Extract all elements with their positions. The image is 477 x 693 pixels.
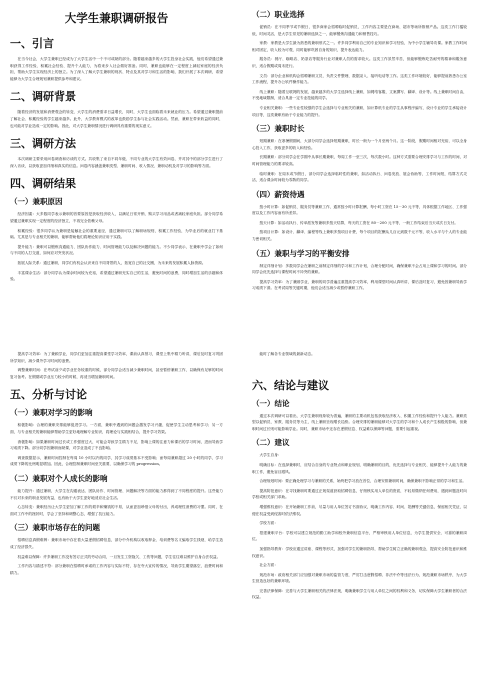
- subsection-heading-study: （一）兼职对学习的影响: [10, 408, 93, 418]
- paragraph: 增强维权意识：在开始兼职工作前，尽量与用人单位签订书面协议，明确工作内容、时间、报酬等关键信息，保留相关凭证，以便在权益受到侵害时依法维权。: [252, 504, 467, 516]
- paragraph: 拓展人际关系：通过兼职，同学们有机会认识来自不同背景的人，拓宽自己的社交圈，为未来的发展积累人脉资源。: [17, 260, 206, 265]
- paragraph: 按小时计算：如促销员、服务员等兼职工作，通常按小时计算报酬，每小时工资在 15－30 元不等，具体根据工作地区、工作强度以及工作内容而有所差异。: [252, 204, 467, 216]
- paragraph: 积极影响：合理的兼职安排能够促进学习。一方面，兼职中遇到的问题会激发学习兴趣，促使学生主动思考和学习；另一方面，与专业相关的兼职能够帮助学生更好地理解专业知识，将理论与实践相结合，提升学习效果。: [10, 423, 223, 434]
- document-page-1: [0, 0, 233, 346]
- paragraph: 能力提升：通过兼职，大学生在沟通表达、团队协作、时间管理、问题解决等方面的能力都得到了不同程度的提升。这些能力不仅对未来的职业发展有益，也有助于大学生更好地适应社会生活。: [10, 488, 223, 500]
- paragraph: 服务员：餐厅、咖啡店、奶茶店等服务行业对兼职人员的需求较大。这类工作虽然辛苦，但能够锻炼吃苦耐劳的精神和服务意识，适合假期或周末进行。: [252, 57, 467, 68]
- paragraph: 家教：家教是大学生最为熟悉的兼职形式之一。许多同学利用自己的专业知识和学习经验，为中小学生辅导功课。家教工作时间相对固定，收入较为可观，同时能够巩固自身的知识，提升表达能力。: [252, 41, 467, 52]
- section-heading-conclusion: 六、结论与建议: [252, 378, 329, 392]
- subsection-heading-time: （三）兼职时长: [252, 124, 305, 134]
- section-heading-analysis: 五、分析与讨论: [10, 388, 87, 402]
- paragraph: 线上兼职：随着互联网的发展，越来越多的大学生选择线上兼职，如网络客服、文案撰写、翻译、设计等。线上兼职时间自由，不受地域限制，适合具备一定专业技能的同学。: [252, 89, 467, 101]
- paragraph: 短期兼职：在寒暑假期间，大部分同学会选择短期兼职，时长一般为一个月至两个月。这一阶段，假期时间相对充裕，可以全身心投入工作，获取更多的收入和经验。: [252, 139, 467, 150]
- paragraph: 调查数据显示，兼职时间控制在每周 10 小时以内的同学，其学习成绩基本不受影响；而每周兼职超过 20 小时的同学，学习成绩下降的比例明显增加。因此，合理控制兼职时间至关重要，以确保学习的 progression。: [10, 455, 223, 467]
- subsection-heading-reasons: （一）兼职原因: [10, 197, 63, 207]
- paragraph: 加强指导教育：学校应通过讲座、课程等形式，加强对学生的兼职指导，帮助学生树立正确的兼职观念，提高安全防范意识和维权意识。: [252, 546, 467, 558]
- paragraph: 学校方面：: [259, 521, 278, 526]
- paragraph: 经济因素：大多数同学表示兼职的首要原因是获取经济收入，以满足日常开销、购买学习用品或者减轻家庭负担。部分同学希望通过兼职实现一定程度的经济独立，不再完全依赖父母。: [10, 212, 223, 223]
- paragraph: 文员：部分企业和机构会招聘兼职文员，负责文件整理、数据录入、接听电话等工作。这类工作环境较好，能够提前熟悉办公室工作流程，提升办公软件操作能力。: [252, 73, 467, 85]
- paragraph: 提升能力：兼职可以锻炼沟通能力、团队协作能力、时间管理能力以及解决问题的能力。不少同学表示，在兼职中学会了如何与不同的人打交道，如何应对突发状况。: [10, 244, 223, 256]
- page-gap: [236, 0, 242, 693]
- paragraph: 消极影响：如果兼职时间过长或工作强度过大，可能会导致学生精力不足，影响上课的注意力和课后的学习时间，进而导致学习成绩下降。部分同学因兼职而缺课，对学业造成了不良影响。: [10, 439, 223, 451]
- paragraph: 心态转变：兼职经历让大学生更加了解工作的艰辛和赚钱的不易，从而更加珍惜父母的付出，养成理性消费的习惯。同时，在面对工作中的挫折时，学会了坚持和调整心态，增强了抗压能力。: [10, 505, 223, 516]
- section-heading-background: 二、调研背景: [10, 90, 76, 104]
- paragraph: 按天计算：如活动执行、传单派发等兼职多按天结算，每天的工资在 80－200 元不等，一般工作结束后当天或次日支付。: [259, 220, 458, 225]
- paragraph: 完善法律保障：完善与大学生兼职相关的法律法规，明确兼职学生与用人单位之间的权利和义务，切实保障大学生兼职者的合法权益。: [252, 588, 467, 600]
- paragraph: 临时兼职：在周末或节假日，部分同学会选择临时性的兼职，如活动执行、问卷发放、展会协助等，工作时间短，结算方式灵活，适合课余时间较为零散的同学。: [252, 171, 467, 183]
- subsection-heading-conclusion: （一）结论: [252, 398, 290, 408]
- document-page-4: [244, 349, 477, 693]
- paragraph: 提高防范意识：在寻找兼职时要通过正规渠道获取招聘信息，仔细核实用人单位的资质，不轻易缴纳任何费用，遇到问题及时向学校或相关部门求助。: [252, 488, 467, 500]
- paragraph: 明确目标：在选择兼职时，应结合自身的专业特点和职业规划，明确兼职的目的，优先选择与专业相关、能够提升个人能力的兼职工作，避免盲目跟风。: [252, 462, 467, 474]
- document-page-2: [244, 0, 477, 346]
- paragraph: 能时了解各专业领域的最新动态。: [259, 352, 315, 356]
- subsection-heading-salary: （四）薪资待遇: [252, 189, 305, 199]
- subsection-heading-job: （二）职业选择: [252, 10, 305, 19]
- paragraph: 大学生自身：: [259, 453, 282, 458]
- paragraph: 长期兼职：部分同学会在学期中从事长期兼职，每周工作一至三次，每次数小时。这种方式需要合理安排学习与工作的时间，对时间管理能力的要求较高。: [252, 155, 467, 166]
- paragraph: 调整兼职时间：在考试前夕或学业任务较重的时候，部分同学会适当减少兼职时间，甚至暂停兼职工作，以确保有足够的时间复习备考。在假期或学业压力较小的时候，再适当增加兼职时间。: [10, 368, 223, 379]
- section-heading-intro: 一、引言: [10, 37, 54, 50]
- paragraph: 提高学习效率：为了兼顾学业，同学们更加注重提高课堂学习效率，课前认真预习，课堂上集中精力听讲，课后及时复习巩固所学知识，减少课外学习时间的浪费。: [10, 352, 223, 363]
- paragraph: 工作内容与描述不符：部分兼职在招聘时承诺的工作内容与实际不符，存在夸大宣传的情况，导致学生期望落空，浪费时间和精力。: [10, 564, 223, 575]
- paragraph: 在当今社会，大学生兼职已经成为了大学生活中一个不可或缺的部分。随着越来越多的大学生投身社会实践，他们希望通过兼职获得工作经验、积累社会经验、提升个人能力，为将来步入社会做好准备。同时，兼职也能够在一定程度上减轻家庭的经济负担，帮助大学生实现经济上的独立。为了深入了解大学生兼职的现状、特点及其对学习和生活的影响，我们开展了本次调研，希望能够为大学生合理规划兼职提供参考和建议。: [10, 57, 223, 81]
- paragraph: 规范市场：政府相关部门应加强对兼职市场的监管力度，严厉打击虚假招聘、非法中介等违法行为，规范兼职市场秩序，为大学生营造良好的兼职环境。: [252, 572, 467, 584]
- paragraph: 搭建兼职平台：学校可以建立规范的勤工助学和校外兼职信息平台，严格审核用人单位信息，为学生提供安全、可靠的兼职岗位。: [252, 530, 467, 542]
- document-page-3: [0, 349, 233, 693]
- paragraph: 专业相关兼职：一些专业性较强的学生会选择与专业相关的兼职，如计算机专业的学生从事程序编写，设计专业的学生承接设计项目等，这类兼职有助于专业能力的提升。: [252, 105, 467, 117]
- paragraph: 本次调研主要采用问卷调查和访谈的方式。共收集了来自不同年级、不同专业的大学生有效问卷，并对其中的部分学生进行了深入访谈，以获取更加详细和真实的信息。问卷内容涵盖兼职类型、兼职时间、收入情况、兼职动机及对学习的影响等方面。: [10, 157, 223, 168]
- subsection-heading-suggestions: （二）建议: [252, 438, 290, 448]
- section-heading-results: 四、调研结果: [10, 177, 76, 191]
- paragraph: 积累经验：很多同学认为兼职是接触社会的重要途径，通过兼职可以了解职场规则，积累工作经验，为毕业后的就业打下基础。尤其是与专业相关的兼职，能够帮助他们将理论知识应用于实践。: [10, 228, 223, 240]
- paragraph: 权益难以保障：许多兼职工作没有签订正式的劳动合同，一旦发生工资拖欠、工伤等问题，学生往往难以维护自身合法权益。: [17, 554, 221, 559]
- section-heading-method: 三、调研方法: [10, 137, 76, 151]
- spacer: [252, 361, 467, 371]
- paragraph: 按项目计算：如设计、翻译、编程等线上兼职多按项目计费，每个项目的报酬从几百元到数千元不等，收入水平与个人的专业能力密切相关。: [252, 230, 467, 242]
- paragraph: 社会方面：: [259, 563, 278, 568]
- paragraph: 随着经济的发展和消费观念的转变，大学生的消费需求日益增长，同时，大学生也面临着未来就业的压力。希望通过兼职提前了解社会、积累经验的学生越来越多。此外，大学教育模式的改革也鼓励学生参与社会实践活动。然而，兼职在带来收益的同时，也可能对学业造成一定的影响。因此，对大学生兼职情况进行调研具有重要的现实意义。: [10, 110, 223, 128]
- subsection-heading-balance: （五）兼职与学习的平衡安排: [252, 248, 350, 258]
- paragraph: 促销员：在不同季节或节假日，很多商家会招聘临时促销员，工作内容主要是在商场、超市等场所推销产品。这类工作门槛较低，时间灵活，是大学生常见的兼职选择之一，能够锻炼沟通能力和销售技巧。: [252, 25, 467, 36]
- paragraph: 招聘信息真假难辨：兼职市场中存在着大量虚假招聘信息，部分中介机构以收取押金、培训费等名义骗取学生钱财，给学生造成了经济损失。: [10, 538, 223, 549]
- paragraph: 提高学习效率：为了兼顾学业，兼职的同学普遍注重提高学习效率，利用课堂时间认真听讲，课后及时复习，避免因兼职导致学习成绩下滑。在考试周等关键时期，他们会适当减少或暂停兼职工作。: [252, 279, 467, 291]
- subsection-heading-risk: （三）兼职市场存在的问题: [10, 523, 100, 533]
- subsection-heading-ability: （二）兼职对个人成长的影响: [10, 473, 108, 483]
- paragraph: 通过本次调研可以看出，大学生兼职现象较为普遍，兼职的主要动机包括获取经济收入、积累工作经验和提升个人能力。兼职类型以促销员、家教、服务员等为主，线上兼职呈现增长趋势。合理安排的兼职能够对大学生的学习和个人成长产生积极的影响，但兼职时间过长则可能影响学业。同时，兼职市场中还存在虚假信息、权益难以保障等问题，需要引起重视。: [252, 413, 467, 431]
- document-title: 大学生兼职调研报告: [64, 11, 169, 25]
- paragraph: 制定详细计划：多数同学会在兼职之前制定详细的学习和工作计划，合理分配时间，确保兼职不会占用上课和学习的时间。部分同学会优先选择与课程时间不冲突的兼职。: [252, 263, 467, 275]
- paragraph: 合理规划时间：要正确处理学习与兼职的关系，始终把学习放在首位，合理安排兼职时间，确保兼职不影响正常的学习和生活。: [259, 479, 466, 484]
- paragraph: 丰富课余生活：部分同学认为课余时间较为充裕，希望通过兼职充实自己的生活，避免时间的浪费，同时增加生活的乐趣和体验。: [10, 270, 223, 282]
